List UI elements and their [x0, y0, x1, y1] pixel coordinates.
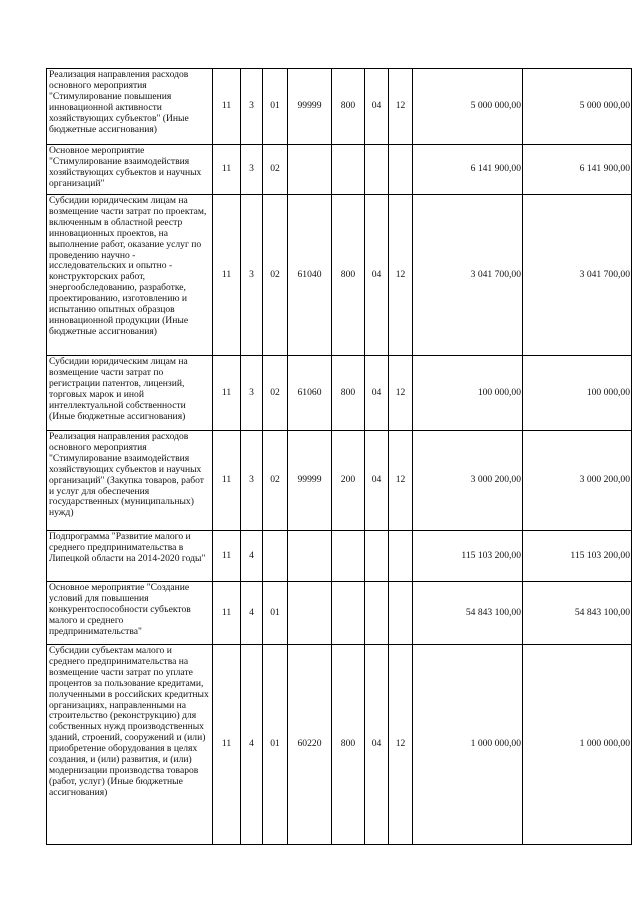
expense-type-code-cell: 800	[332, 195, 365, 356]
measure-code-cell: 01	[263, 69, 288, 145]
row-description-cell: Субсидии юридическим лицам на возмещение части затрат по регистрации патентов, лицензий, торговых марок и иной интеллектуальной собственности (Иные бюджетные ассигнования)	[47, 356, 213, 431]
total-amount-cell: 100 000,00	[523, 356, 632, 431]
total-amount-cell: 1 000 000,00	[523, 645, 632, 845]
row-description-cell: Основное мероприятие "Создание условий для повышения конкурентоспособности субъектов малого и среднего предпринимательства"	[47, 582, 213, 645]
row-description-cell: Субсидии юридическим лицам на возмещение части затрат по проектам, включенным в областной реестр инновационных проектов, на выполнение работ, оказание услуг по проведению научно - исследовательских и опытно - конструкторских работ, энергообследованию, разработке, проектированию, изготовлению и испытанию опытных образцов инновационной продукции (Иные бюджетные ассигнования)	[47, 195, 213, 356]
expense-direction-code-cell: 61060	[288, 356, 332, 431]
budget-table-body	[47, 69, 632, 845]
program-code-cell: 11	[213, 531, 241, 582]
row-description-cell: Субсидии субъектам малого и среднего предпринимательства на возмещение части затрат по уплате процентов за пользование кредитами, полученными в российских кредитных организациях, направленными на строительство (реконструкцию) для собственных нужд производственных зданий, строений, сооружений и (или) приобретение оборудования в целях создания, и (или) развития, и (или) модернизации производства товаров (работ, услуг) (Иные бюджетные ассигнования)	[47, 645, 213, 845]
subprogram-code-cell: 4	[241, 582, 263, 645]
amount-cell: 3 000 200,00	[413, 431, 523, 531]
subprogram-code-cell: 4	[241, 531, 263, 582]
table-row	[47, 356, 632, 431]
row-description-cell: Основное мероприятие "Стимулирование взаимодействия хозяйствующих субъектов и научных организаций"	[47, 145, 213, 195]
amount-cell: 1 000 000,00	[413, 645, 523, 845]
expense-direction-code-cell: 99999	[288, 431, 332, 531]
expense-type-code-cell: 800	[332, 356, 365, 431]
total-amount-cell: 3 041 700,00	[523, 195, 632, 356]
table-row	[47, 195, 632, 356]
section-code-cell	[365, 145, 389, 195]
row-description-cell: Реализация направления расходов основного мероприятия "Стимулирование повышения инновационной активности хозяйствующих субъектов" (Иные бюджетные ассигнования)	[47, 69, 213, 145]
subprogram-code-cell: 3	[241, 431, 263, 531]
subsection-code-cell	[389, 531, 413, 582]
expense-direction-code-cell: 61040	[288, 195, 332, 356]
subprogram-code-cell: 3	[241, 69, 263, 145]
expense-direction-code-cell	[288, 145, 332, 195]
measure-code-cell: 01	[263, 645, 288, 845]
subsection-code-cell: 12	[389, 356, 413, 431]
expense-type-code-cell	[332, 531, 365, 582]
amount-cell: 3 041 700,00	[413, 195, 523, 356]
section-code-cell	[365, 582, 389, 645]
subsection-code-cell: 12	[389, 195, 413, 356]
program-code-cell: 11	[213, 69, 241, 145]
program-code-cell: 11	[213, 195, 241, 356]
amount-cell: 5 000 000,00	[413, 69, 523, 145]
amount-cell: 6 141 900,00	[413, 145, 523, 195]
total-amount-cell: 6 141 900,00	[523, 145, 632, 195]
table-row	[47, 145, 632, 195]
section-code-cell	[365, 531, 389, 582]
program-code-cell: 11	[213, 431, 241, 531]
row-description-cell: Подпрограмма "Развитие малого и среднего предпринимательства в Липецкой области на 2014-2020 годы"	[47, 531, 213, 582]
table-row	[47, 531, 632, 582]
total-amount-cell: 5 000 000,00	[523, 69, 632, 145]
program-code-cell: 11	[213, 145, 241, 195]
subsection-code-cell: 12	[389, 645, 413, 845]
section-code-cell: 04	[365, 195, 389, 356]
subprogram-code-cell: 3	[241, 195, 263, 356]
measure-code-cell: 02	[263, 145, 288, 195]
expense-direction-code-cell	[288, 531, 332, 582]
table-row	[47, 431, 632, 531]
subsection-code-cell	[389, 145, 413, 195]
subprogram-code-cell: 4	[241, 645, 263, 845]
section-code-cell: 04	[365, 645, 389, 845]
table-row	[47, 582, 632, 645]
budget-table	[46, 68, 632, 845]
total-amount-cell: 3 000 200,00	[523, 431, 632, 531]
section-code-cell: 04	[365, 69, 389, 145]
total-amount-cell: 54 843 100,00	[523, 582, 632, 645]
program-code-cell: 11	[213, 356, 241, 431]
subsection-code-cell: 12	[389, 69, 413, 145]
section-code-cell: 04	[365, 356, 389, 431]
expense-type-code-cell: 800	[332, 69, 365, 145]
total-amount-cell: 115 103 200,00	[523, 531, 632, 582]
subprogram-code-cell: 3	[241, 356, 263, 431]
section-code-cell: 04	[365, 431, 389, 531]
expense-direction-code-cell: 60220	[288, 645, 332, 845]
program-code-cell: 11	[213, 582, 241, 645]
subsection-code-cell	[389, 582, 413, 645]
expense-type-code-cell: 800	[332, 645, 365, 845]
row-description-cell: Реализация направления расходов основного мероприятия "Стимулирование взаимодействия хозяйствующих субъектов и научных организаций" (Закупка товаров, работ и услуг для обеспечения государственных (муниципальных) нужд)	[47, 431, 213, 531]
expense-type-code-cell	[332, 582, 365, 645]
amount-cell: 54 843 100,00	[413, 582, 523, 645]
budget-table-page	[46, 68, 631, 845]
program-code-cell: 11	[213, 645, 241, 845]
measure-code-cell	[263, 531, 288, 582]
subprogram-code-cell: 3	[241, 145, 263, 195]
measure-code-cell: 02	[263, 195, 288, 356]
amount-cell: 115 103 200,00	[413, 531, 523, 582]
measure-code-cell: 02	[263, 431, 288, 531]
expense-direction-code-cell	[288, 582, 332, 645]
measure-code-cell: 01	[263, 582, 288, 645]
table-row	[47, 645, 632, 845]
expense-direction-code-cell: 99999	[288, 69, 332, 145]
subsection-code-cell: 12	[389, 431, 413, 531]
amount-cell: 100 000,00	[413, 356, 523, 431]
expense-type-code-cell: 200	[332, 431, 365, 531]
measure-code-cell: 02	[263, 356, 288, 431]
table-row	[47, 69, 632, 145]
expense-type-code-cell	[332, 145, 365, 195]
